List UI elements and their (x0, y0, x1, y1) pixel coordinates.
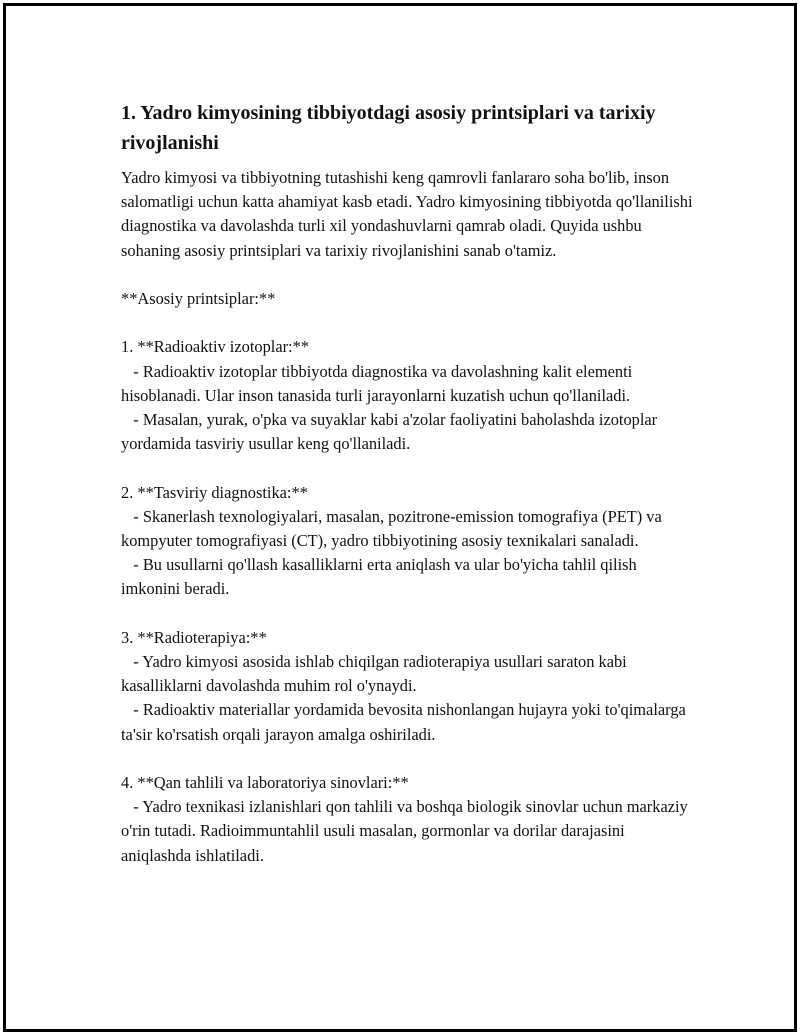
item-heading: 3. **Radioterapiya:** (121, 627, 267, 647)
intro-paragraph: Yadro kimyosi va tibbiyotning tutashishi keng qamrovli fanlararo soha bo'lib, inson salomatligi uchun katta ahamiyat kasb etadi. Yadro kimyosining tibbiyotda qo'llanilishi diagnostika va davolashda turli xil yondashuvlarni qamrab oladi. Quyida ushbu sohaning asosiy printsiplari va tarixiy rivojlanishini sanab o'tamiz. (121, 168, 697, 260)
item-point: - Radioaktiv materiallar yordamida bevosita nishonlangan hujayra yoki to'qimalarga ta'sir ko'rsatish orqali jarayon amalga oshiriladi. (121, 700, 690, 744)
item-heading: 2. **Tasviriy diagnostika:** (121, 482, 308, 502)
document-title: 1. Yadro kimyosining tibbiyotdagi asosiy printsiplari va tarixiy rivojlanishi (121, 102, 656, 154)
principle-item (121, 481, 696, 602)
spacer (121, 456, 696, 480)
item-point: - Masalan, yurak, o'pka va suyaklar kabi a'zolar faoliyatini baholashda izotoplar yordamida tasviriy usullar keng qo'llaniladi. (121, 410, 662, 454)
item-point: - Radioaktiv izotoplar tibbiyotda diagnostika va davolashning kalit elementi hisoblanadi. Ular inson tanasida turli jarayonlarni kuzatish uchun qo'llaniladi. (121, 361, 637, 405)
spacer (121, 311, 696, 335)
item-point: - Skanerlash texnologiyalari, masalan, pozitrone-emission tomografiya (PET) va kompyuter tomografiyasi (CT), yadro tibbiyotining asosiy texnikalari sanaladi. (121, 506, 666, 550)
spacer (121, 263, 696, 287)
spacer (121, 602, 696, 626)
spacer (121, 747, 696, 771)
item-heading: 4. **Qan tahlili va laboratoriya sinovlari:** (121, 773, 409, 792)
item-point: - Bu usullarni qo'llash kasalliklarni erta aniqlash va ular bo'yicha tahlil qilish imkonini beradi. (121, 555, 641, 599)
section-heading: **Asosiy printsiplar:** (121, 289, 276, 308)
document-body (121, 98, 696, 868)
principle-item (121, 626, 696, 747)
item-point: - Yadro kimyosi asosida ishlab chiqilgan radioterapiya usullari saraton kabi kasalliklarni davolashda muhim rol o'ynaydi. (121, 652, 631, 696)
principle-item (121, 771, 696, 868)
principle-item (121, 335, 696, 456)
item-point: - Yadro texnikasi izlanishlari qon tahlili va boshqa biologik sinovlar uchun markaziy o'rin tutadi. Radioimmuntahlil usuli masalan, gormonlar va dorilar darajasini aniqlashda ishlatiladi. (121, 797, 692, 865)
page-border (3, 3, 797, 1032)
item-heading: 1. **Radioaktiv izotoplar:** (121, 337, 310, 357)
